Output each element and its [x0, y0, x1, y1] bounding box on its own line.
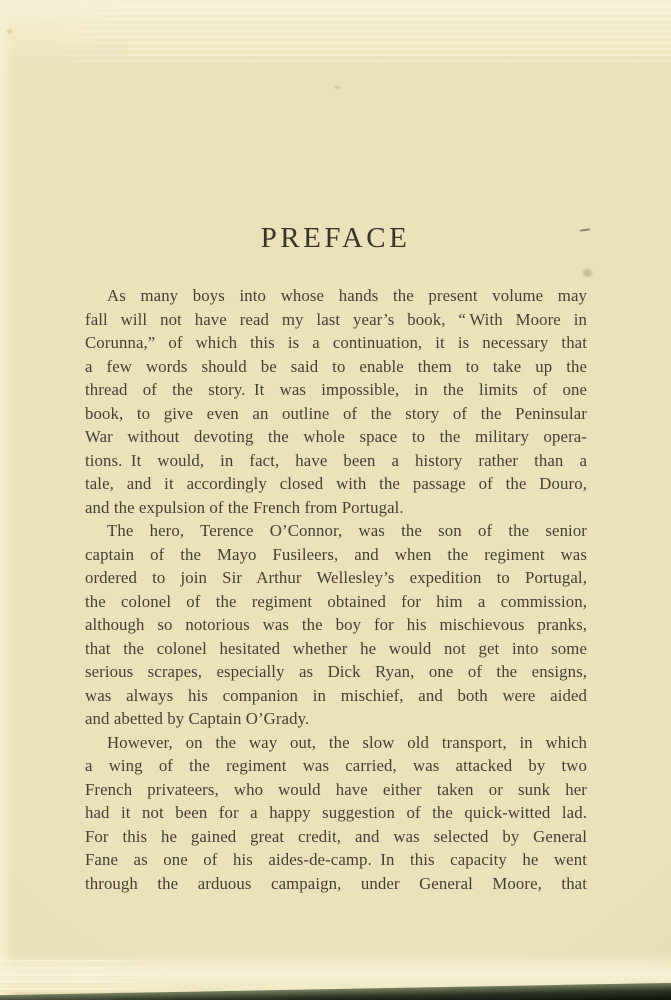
text-line: serious scrapes, especially as Dick Ryan, one of the ensigns, [85, 662, 587, 681]
preface-text [85, 284, 587, 895]
text-line: was always his companion in mischief, and both were aided [85, 685, 587, 705]
paragraph [85, 284, 587, 519]
text-line: thread of the story. It was impossible, in the limits of one [85, 380, 587, 399]
text-line: ordered to join Sir Arthur Wellesley’s expedition to Portugal, [85, 568, 587, 587]
text-line: book, to give even an outline of the story of the Peninsular [85, 403, 587, 423]
page-stack-streaks [0, 960, 170, 996]
text-line: had it not been for a happy suggestion of the quick-witted lad. [85, 803, 587, 822]
text-line: the colonel of the regiment obtained for him a commission, [85, 591, 587, 611]
text-line: a wing of the regiment was carried, was attacked by two [85, 756, 587, 775]
text-line: French privateers, who would have either taken or sunk her [85, 779, 587, 799]
text-line: As many boys into whose hands the present volume may [107, 286, 587, 305]
page-title: PREFACE [260, 222, 411, 254]
text-line: tions. It would, in fact, have been a history rather than a [85, 450, 587, 470]
text-line: that the colonel hesitated whether he would not get into some [85, 638, 587, 658]
text-line: However, on the way out, the slow old transport, in which [107, 732, 587, 752]
paper-smudge [583, 269, 592, 277]
text-line: fall will not have read my last year’s book, “ With Moore in [85, 309, 587, 329]
text-line: Corunna,” of which this is a continuation, it is necessary that [85, 333, 587, 352]
text-line: and abetted by Captain O’Grady. [85, 709, 310, 728]
paper-speck [334, 86, 341, 89]
text-line: War without devoting the whole space to the military opera- [85, 427, 587, 446]
text-line: captain of the Mayo Fusileers, and when the regiment was [85, 544, 587, 564]
text-line: Fane as one of his aides-de-camp. In this capacity he went [85, 850, 587, 869]
paragraph [85, 731, 587, 896]
paper-speck [7, 29, 12, 34]
text-line: through the arduous campaign, under General Moore, that [85, 873, 587, 893]
text-line: and the expulsion of the French from Portugal. [85, 497, 404, 517]
scan-streaks-top [38, 6, 671, 64]
text-line: The hero, Terence O’Connor, was the son of the senior [107, 521, 587, 540]
text-line: a few words should be said to enable them to take up the [85, 356, 587, 376]
text-line: tale, and it accordingly closed with the passage of the Douro, [85, 474, 587, 493]
text-line: For this he gained great credit, and was selected by General [85, 826, 587, 846]
paragraph [85, 519, 587, 731]
text-line: although so notorious was the boy for his mischievous pranks, [85, 615, 587, 634]
